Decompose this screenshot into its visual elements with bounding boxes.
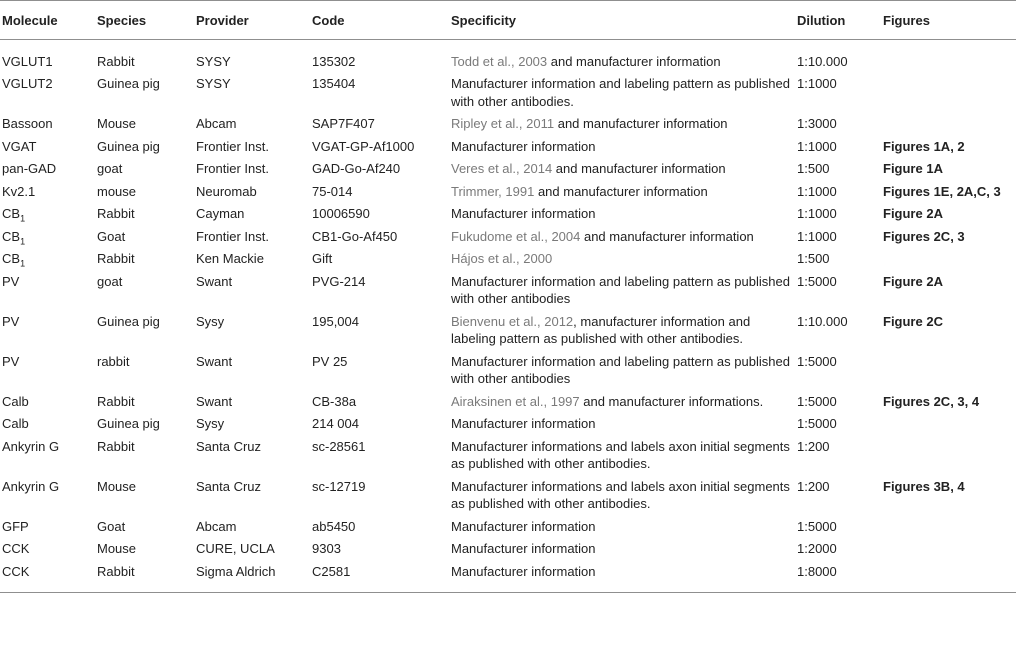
cell-provider: SYSY bbox=[196, 53, 231, 69]
figure-reference[interactable]: Figures 3B bbox=[883, 478, 951, 494]
citation-link[interactable]: Bienvenu et al., 2012 bbox=[451, 313, 574, 329]
cell-molecule bbox=[0, 436, 95, 476]
cell-molecule bbox=[0, 476, 95, 516]
molecule-name: PV bbox=[2, 273, 20, 289]
cell-figures bbox=[881, 436, 1016, 476]
cell-molecule bbox=[0, 226, 95, 249]
cell-specificity bbox=[449, 113, 795, 136]
cell-molecule bbox=[0, 561, 95, 593]
cell-code: sc-28561 bbox=[312, 438, 366, 454]
table-row bbox=[0, 136, 1016, 159]
molecule-name: VGLUT1 bbox=[2, 53, 53, 69]
cell-code: VGAT-GP-Af1000 bbox=[312, 138, 415, 154]
cell-code: PV 25 bbox=[312, 353, 348, 369]
molecule-subscript: 1 bbox=[20, 213, 26, 224]
cell-dilution: 1:1000 bbox=[797, 138, 837, 154]
cell-code: sc-12719 bbox=[312, 478, 366, 494]
cell-dilution: 1:200 bbox=[797, 438, 830, 454]
molecule-name: PV bbox=[2, 353, 20, 369]
citation-link[interactable]: Airaksinen et al., 1997 bbox=[451, 393, 580, 409]
figure-reference-extra[interactable]: , 3 bbox=[950, 228, 965, 244]
cell-code: 135404 bbox=[312, 76, 356, 91]
cell-provider: Frontier Inst. bbox=[196, 161, 269, 176]
cell-species: Guinea pig bbox=[97, 416, 160, 431]
header-dilution: Dilution bbox=[795, 1, 881, 40]
cell-species: Mouse bbox=[97, 116, 137, 131]
cell-figures bbox=[881, 311, 1016, 351]
cell-figures bbox=[881, 158, 1016, 181]
cell-dilution: 1:5000 bbox=[797, 518, 837, 534]
citation-link[interactable]: Fukudome et al., 2004 bbox=[451, 228, 581, 244]
molecule-name: GFP bbox=[2, 518, 29, 534]
cell-dilution: 1:1000 bbox=[797, 228, 837, 244]
citation-link[interactable]: Hájos et al., 2000 bbox=[451, 251, 553, 266]
figure-reference[interactable]: Figure 2A bbox=[883, 206, 943, 221]
cell-species: Guinea pig bbox=[97, 76, 160, 91]
molecule-name: Ankyrin G bbox=[2, 478, 60, 494]
table-row bbox=[0, 538, 1016, 561]
cell-provider: Abcam bbox=[196, 116, 237, 131]
cell-specificity bbox=[449, 561, 795, 593]
cell-specificity bbox=[449, 516, 795, 539]
cell-figures bbox=[881, 351, 1016, 391]
cell-specificity bbox=[449, 39, 795, 73]
molecule-name: Bassoon bbox=[2, 116, 53, 131]
cell-molecule bbox=[0, 203, 95, 226]
cell-provider: Frontier Inst. bbox=[196, 228, 269, 244]
cell-code: CB1-Go-Af450 bbox=[312, 228, 398, 244]
cell-species: Goat bbox=[97, 228, 126, 244]
citation-link[interactable]: Veres et al., 2014 bbox=[451, 161, 553, 176]
molecule-name: CCK bbox=[2, 563, 30, 579]
cell-species: Mouse bbox=[97, 541, 137, 556]
specificity-text: Manufacturer information and labeling pattern as published with other antibodies bbox=[451, 353, 790, 386]
specificity-text: and manufacturer information bbox=[554, 116, 728, 131]
cell-molecule bbox=[0, 181, 95, 204]
table-row bbox=[0, 271, 1016, 311]
table-row bbox=[0, 158, 1016, 181]
cell-specificity bbox=[449, 413, 795, 436]
header-figures: Figures bbox=[881, 1, 1016, 40]
cell-figures bbox=[881, 113, 1016, 136]
cell-molecule bbox=[0, 271, 95, 311]
cell-molecule bbox=[0, 391, 95, 414]
table-row bbox=[0, 351, 1016, 391]
cell-species: Rabbit bbox=[97, 393, 135, 409]
figure-reference[interactable]: Figures 1A bbox=[883, 138, 951, 154]
specificity-text: Manufacturer information and labeling pattern as published with other antibodies. bbox=[451, 76, 790, 109]
specificity-text: Manufacturer informations and labels axon initial segments as published with other antibodies. bbox=[451, 478, 790, 511]
cell-code: PVG-214 bbox=[312, 273, 366, 289]
cell-provider: Sigma Aldrich bbox=[194, 561, 310, 593]
cell-specificity bbox=[449, 248, 795, 271]
cell-dilution: 1:5000 bbox=[797, 273, 837, 289]
cell-species: goat bbox=[97, 161, 123, 176]
table-row bbox=[0, 516, 1016, 539]
citation-link[interactable]: Todd et al., 2003 bbox=[451, 53, 548, 69]
molecule-subscript: 1 bbox=[20, 236, 26, 247]
cell-species: Rabbit bbox=[97, 206, 135, 221]
specificity-text: Manufacturer information bbox=[451, 416, 596, 431]
specificity-text: and manufacturer information bbox=[534, 183, 708, 199]
cell-molecule bbox=[0, 158, 95, 181]
cell-figures bbox=[881, 73, 1016, 113]
table-row bbox=[0, 226, 1016, 249]
table-row bbox=[0, 436, 1016, 476]
figure-reference[interactable]: Figures 2C bbox=[883, 393, 951, 409]
cell-figures bbox=[881, 391, 1016, 414]
cell-specificity bbox=[449, 476, 795, 516]
cell-molecule bbox=[0, 73, 95, 113]
table-row bbox=[0, 39, 1016, 73]
cell-provider: Abcam bbox=[196, 518, 237, 534]
molecule-name: VGLUT2 bbox=[2, 76, 53, 91]
table-row bbox=[0, 413, 1016, 436]
molecule-name: Ankyrin G bbox=[2, 438, 60, 454]
cell-dilution: 1:500 bbox=[797, 251, 830, 266]
header-code: Code bbox=[310, 1, 449, 40]
cell-species: Rabbit bbox=[97, 251, 135, 266]
cell-figures bbox=[881, 181, 1016, 204]
cell-dilution: 1:200 bbox=[797, 478, 830, 494]
specificity-text: Manufacturer information bbox=[451, 563, 596, 579]
cell-molecule bbox=[0, 413, 95, 436]
cell-provider: Cayman bbox=[196, 206, 245, 221]
specificity-text: Manufacturer information bbox=[451, 541, 596, 556]
table-row bbox=[0, 248, 1016, 271]
cell-figures bbox=[881, 203, 1016, 226]
cell-provider: SYSY bbox=[196, 76, 231, 91]
cell-dilution: 1:3000 bbox=[797, 116, 837, 131]
figure-reference-extra[interactable]: , 4 bbox=[950, 478, 965, 494]
table-row bbox=[0, 113, 1016, 136]
cell-provider: CURE, UCLA bbox=[196, 541, 275, 556]
figure-reference-extra[interactable]: , 2 bbox=[950, 138, 965, 154]
cell-code: 195,004 bbox=[312, 313, 359, 329]
cell-species: Guinea pig bbox=[97, 138, 160, 154]
molecule-name: Calb bbox=[2, 416, 29, 431]
cell-figures bbox=[881, 271, 1016, 311]
cell-specificity bbox=[449, 181, 795, 204]
cell-dilution: 1:500 bbox=[797, 161, 830, 176]
cell-species: Rabbit bbox=[95, 561, 194, 593]
cell-species: mouse bbox=[97, 183, 137, 199]
table-header-row bbox=[0, 1, 1016, 40]
cell-specificity bbox=[449, 271, 795, 311]
cell-code: 214 004 bbox=[312, 416, 359, 431]
cell-dilution: 1:1000 bbox=[797, 183, 837, 199]
cell-specificity bbox=[449, 158, 795, 181]
cell-code: 135302 bbox=[312, 53, 356, 69]
header-molecule: Molecule bbox=[0, 1, 95, 40]
cell-figures bbox=[881, 136, 1016, 159]
specificity-text: and manufacturer informations. bbox=[579, 393, 764, 409]
cell-molecule bbox=[0, 516, 95, 539]
cell-specificity bbox=[449, 351, 795, 391]
cell-dilution: 1:10.000 bbox=[797, 53, 848, 69]
cell-molecule bbox=[0, 136, 95, 159]
figure-reference[interactable]: Figures 1E bbox=[883, 183, 950, 199]
specificity-text: and manufacturer information bbox=[547, 53, 721, 69]
cell-dilution: 1:8000 bbox=[795, 561, 881, 593]
cell-figures bbox=[881, 226, 1016, 249]
cell-molecule bbox=[0, 39, 95, 73]
header-species: Species bbox=[95, 1, 194, 40]
figure-reference-extra[interactable]: , 2A,C, 3 bbox=[949, 183, 1001, 199]
cell-code: 9303 bbox=[312, 541, 341, 556]
specificity-text: Manufacturer information bbox=[451, 206, 596, 221]
molecule-name: CCK bbox=[2, 541, 30, 556]
citation-link[interactable]: Trimmer, 1991 bbox=[451, 183, 535, 199]
cell-species: Rabbit bbox=[97, 53, 135, 69]
cell-specificity bbox=[449, 136, 795, 159]
cell-provider: Santa Cruz bbox=[196, 478, 262, 494]
molecule-name: CB bbox=[2, 228, 21, 244]
specificity-text: Manufacturer information bbox=[451, 518, 596, 534]
cell-specificity bbox=[449, 391, 795, 414]
cell-dilution: 1:2000 bbox=[797, 541, 837, 556]
molecule-name: CB bbox=[2, 206, 21, 221]
molecule-name: Calb bbox=[2, 393, 29, 409]
specificity-text: Manufacturer information and labeling pattern as published with other antibodies bbox=[451, 273, 790, 306]
cell-figures bbox=[881, 538, 1016, 561]
cell-specificity bbox=[449, 203, 795, 226]
cell-dilution: 1:10.000 bbox=[797, 313, 848, 329]
cell-figures bbox=[881, 516, 1016, 539]
molecule-name: CB bbox=[2, 251, 21, 266]
table-row bbox=[0, 73, 1016, 113]
cell-code: GAD-Go-Af240 bbox=[312, 161, 401, 176]
cell-specificity bbox=[449, 311, 795, 351]
figure-reference[interactable]: Figure 2C bbox=[883, 313, 943, 329]
cell-species: goat bbox=[97, 273, 123, 289]
cell-specificity bbox=[449, 436, 795, 476]
cell-molecule bbox=[0, 311, 95, 351]
specificity-text: and manufacturer information bbox=[580, 228, 754, 244]
cell-figures bbox=[881, 39, 1016, 73]
citation-link[interactable]: Ripley et al., 2011 bbox=[451, 116, 555, 131]
table-row bbox=[0, 311, 1016, 351]
molecule-subscript: 1 bbox=[20, 258, 26, 269]
table-row bbox=[0, 476, 1016, 516]
cell-figures bbox=[881, 561, 1016, 593]
specificity-text: and manufacturer information bbox=[552, 161, 726, 176]
cell-molecule bbox=[0, 113, 95, 136]
molecule-name: VGAT bbox=[2, 138, 37, 154]
cell-provider: Sysy bbox=[196, 416, 225, 431]
cell-molecule bbox=[0, 248, 95, 271]
specificity-text: Manufacturer informations and labels axon initial segments as published with other antibodies. bbox=[451, 438, 790, 471]
cell-provider: Santa Cruz bbox=[196, 438, 262, 454]
cell-specificity bbox=[449, 538, 795, 561]
cell-figures bbox=[881, 248, 1016, 271]
cell-specificity bbox=[449, 73, 795, 113]
cell-species: Mouse bbox=[97, 478, 137, 494]
cell-code: CB-38a bbox=[312, 393, 357, 409]
figure-reference-extra[interactable]: , 3, 4 bbox=[950, 393, 980, 409]
cell-provider: Sysy bbox=[196, 313, 225, 329]
cell-species: Goat bbox=[97, 518, 126, 534]
cell-specificity bbox=[449, 226, 795, 249]
cell-molecule bbox=[0, 351, 95, 391]
header-specificity: Specificity bbox=[449, 1, 795, 40]
cell-species: rabbit bbox=[97, 353, 130, 369]
cell-code: 10006590 bbox=[312, 206, 370, 221]
cell-dilution: 1:5000 bbox=[797, 416, 837, 431]
cell-provider: Swant bbox=[196, 393, 233, 409]
table-row bbox=[0, 203, 1016, 226]
molecule-name: pan-GAD bbox=[2, 161, 57, 176]
table-row bbox=[0, 181, 1016, 204]
molecule-name: PV bbox=[2, 313, 20, 329]
cell-provider: Neuromab bbox=[196, 183, 257, 199]
header-provider: Provider bbox=[194, 1, 310, 40]
cell-dilution: 1:5000 bbox=[797, 393, 837, 409]
cell-figures bbox=[881, 476, 1016, 516]
cell-species: Rabbit bbox=[97, 438, 135, 454]
cell-provider: Frontier Inst. bbox=[196, 138, 269, 154]
molecule-name: Kv2.1 bbox=[2, 183, 36, 199]
cell-provider: Swant bbox=[196, 273, 233, 289]
cell-code: Gift bbox=[312, 251, 333, 266]
cell-provider: Swant bbox=[196, 353, 233, 369]
cell-dilution: 1:1000 bbox=[797, 76, 837, 91]
cell-species: Guinea pig bbox=[97, 313, 160, 329]
table-row bbox=[0, 391, 1016, 414]
specificity-text: Manufacturer information bbox=[451, 138, 596, 154]
cell-code: 75-014 bbox=[312, 183, 353, 199]
cell-dilution: 1:5000 bbox=[797, 353, 837, 369]
cell-provider: Ken Mackie bbox=[196, 251, 264, 266]
cell-code: SAP7F407 bbox=[312, 116, 375, 131]
table-row bbox=[0, 561, 1016, 593]
figure-reference[interactable]: Figures 2C bbox=[883, 228, 951, 244]
cell-code: C2581 bbox=[310, 561, 449, 593]
cell-molecule bbox=[0, 538, 95, 561]
cell-dilution: 1:1000 bbox=[797, 206, 837, 221]
figure-reference[interactable]: Figure 1A bbox=[883, 161, 943, 176]
cell-code: ab5450 bbox=[312, 518, 356, 534]
figure-reference[interactable]: Figure 2A bbox=[883, 273, 943, 289]
specificity-text: , manufacturer information and labeling pattern as published with other antibodies. bbox=[451, 313, 751, 346]
cell-figures bbox=[881, 413, 1016, 436]
